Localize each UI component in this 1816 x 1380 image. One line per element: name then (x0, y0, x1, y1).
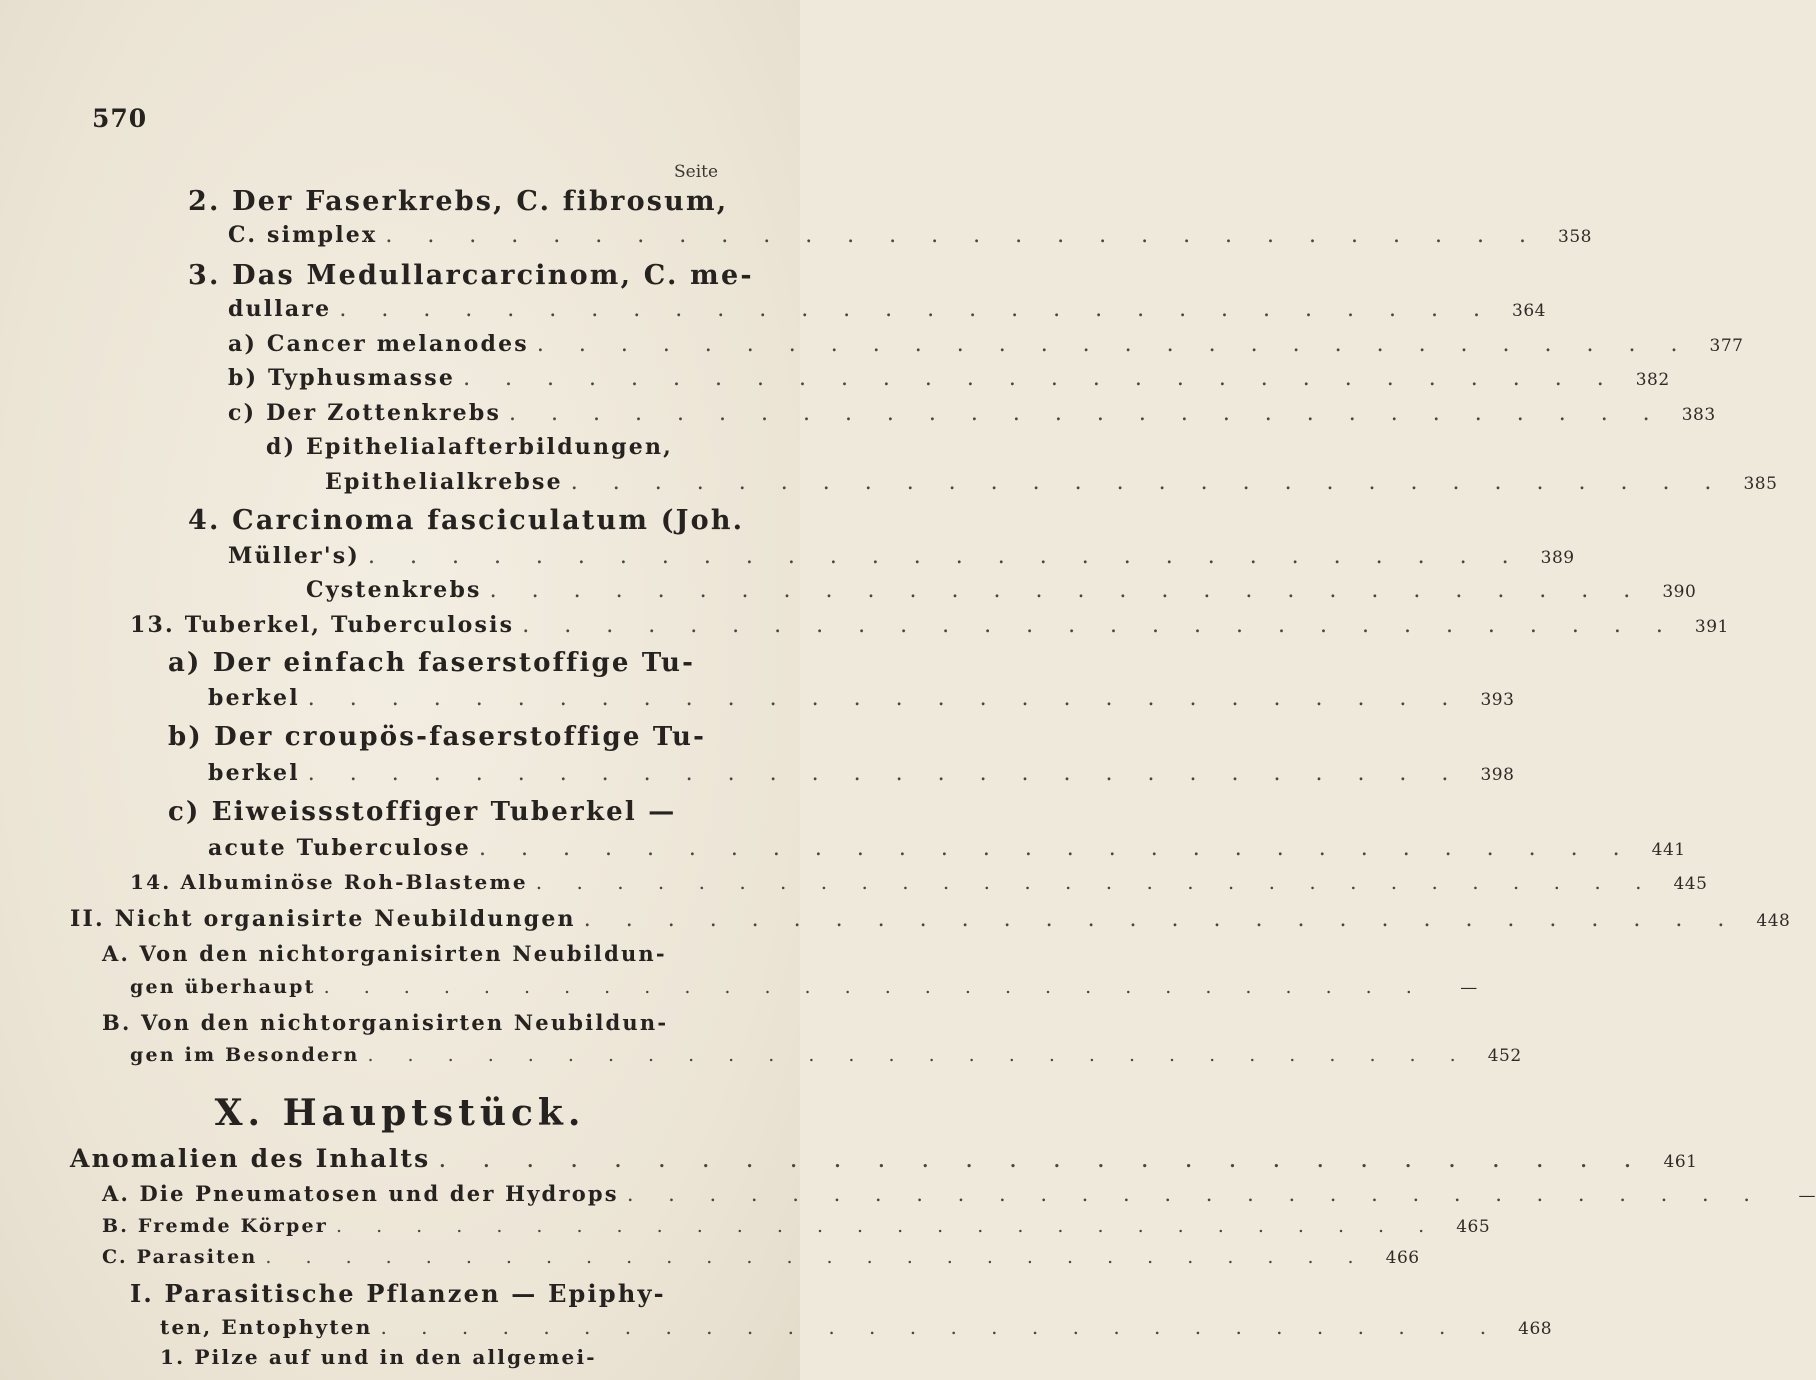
toc-entry-page: 465 (1456, 1217, 1491, 1237)
toc-entry-page: 445 (1673, 874, 1708, 894)
toc-entry-text: Müller's) (228, 543, 360, 569)
toc-entry (130, 1279, 714, 1309)
section-heading: X. Hauptstück. (214, 1092, 586, 1134)
toc-entry-page: 382 (1635, 370, 1670, 390)
toc-entry-page: 391 (1694, 617, 1729, 637)
leader-dots: . . . . . . . . . . . . . . . . . . . . . . . . . . . . (536, 332, 1692, 357)
toc-entry (306, 577, 1697, 607)
toc-entry-text: b) Der croupös-faserstoffige Tu- (168, 722, 707, 752)
toc-entry (130, 612, 1729, 642)
toc-entry-text: 3. Das Medullarcarcinom, C. me- (188, 260, 754, 291)
toc-entry (130, 1044, 1522, 1074)
toc-entry-text: c) Der Zottenkrebs (228, 400, 502, 426)
toc-entry-page: 398 (1480, 765, 1515, 785)
toc-entry-text: 13. Tuberkel, Tuberculosis (130, 612, 515, 638)
toc-entry (130, 870, 1708, 900)
toc-entry-text: gen im Besondern (130, 1044, 360, 1066)
toc-entry-text: ten, Entophyten (160, 1315, 373, 1339)
leader-dots: . . . . . . . . . . . . . . . . . . . . . . . . . . . . (385, 223, 1540, 248)
toc-entry-text: 1. Pilze auf und in den allgemei- (160, 1345, 597, 1369)
toc-entry (102, 1010, 714, 1040)
toc-entry-page: 389 (1540, 548, 1575, 568)
toc-entry-text: II. Nicht organisirte Neubildungen (70, 906, 576, 932)
toc-entry (228, 331, 1744, 361)
toc-entry (228, 400, 1716, 430)
toc-entry-text: acute Tuberculose (208, 835, 471, 861)
toc-entry (266, 434, 714, 464)
toc-entry-page: 466 (1385, 1248, 1420, 1268)
toc-entry-text: d) Epithelialafterbildungen, (266, 434, 674, 460)
toc-entry-text: 4. Carcinoma fasciculatum (Joh. (188, 505, 745, 536)
toc-entry (228, 543, 1575, 573)
toc-entry-page: 364 (1512, 301, 1546, 321)
toc-entry-text: A. Die Pneumatosen und der Hydrops (102, 1181, 619, 1206)
toc-entry-text: b) Typhusmasse (228, 365, 456, 391)
toc-entry-text: B. Von den nichtorganisirten Neubildun- (102, 1010, 669, 1035)
leader-dots: . . . . . . . . . . . . . . . . . . . . . . . . . . . . (307, 686, 1463, 711)
toc-entry-page: 358 (1558, 227, 1592, 247)
toc-entry-text: Anomalien des Inhalts (70, 1144, 431, 1173)
toc-entry (102, 1181, 1816, 1211)
toc-entry-page: 390 (1662, 582, 1697, 602)
leader-dots: . . . . . . . . . . . . . . . . . . . . . . . . . . . . (570, 470, 1726, 495)
leader-dots: . . . . . . . . . . . . . . . . . . . . . . . . . . . . (367, 1044, 1470, 1066)
leader-dots: . . . . . . . . . . . . . . . . . . . . . . . . . . . . (336, 1215, 1439, 1237)
toc-entry-text: a) Cancer melanodes (228, 331, 529, 357)
toc-entry-text: A. Von den nichtorganisirten Neubildun- (102, 941, 667, 966)
toc-entry (168, 648, 714, 678)
leader-dots: . . . . . . . . . . . . . . . . . . . . . . . . . . . . (380, 1315, 1501, 1339)
leader-dots: . . . . . . . . . . . . . . . . . . . . . . . . . . . . (489, 578, 1645, 603)
toc-entry-page: 393 (1480, 690, 1515, 710)
toc-entry (102, 1246, 1420, 1276)
toc-entry (168, 797, 714, 827)
leader-dots: . . . . . . . . . . . . . . . . . . . . . . . . . . . . (479, 836, 1634, 861)
toc-entry (160, 1345, 714, 1375)
toc-entry (228, 222, 1592, 252)
toc-entry-page: 385 (1743, 474, 1778, 494)
leader-dots: . . . . . . . . . . . . . . . . . . . . . . . . . . . . (626, 1182, 1764, 1206)
toc-entry (130, 976, 1478, 1006)
toc-entry (188, 186, 729, 217)
toc-entry-text: C. simplex (228, 222, 378, 248)
toc-entry (70, 1144, 1698, 1174)
toc-entry-text: C. Parasiten (102, 1246, 258, 1268)
toc-entry (168, 722, 714, 752)
leader-dots: . . . . . . . . . . . . . . . . . . . . . . . . . . . . (339, 297, 1494, 322)
toc-entry-text: Cystenkrebs (306, 577, 482, 603)
toc-entry-page: 468 (1518, 1319, 1553, 1339)
toc-entry (102, 1215, 1491, 1245)
toc-entry (228, 296, 1546, 326)
toc-entry-text: c) Eiweissstoffiger Tuberkel — (168, 797, 677, 827)
toc-entry (160, 1315, 1553, 1345)
leader-dots: . . . . . . . . . . . . . . . . . . . . . . . . . . . . (463, 366, 1618, 391)
toc-entry-text: gen überhaupt (130, 976, 316, 998)
toc-entry-text: berkel (208, 760, 300, 786)
toc-entry-text: dullare (228, 296, 332, 322)
toc-entry-page: 461 (1663, 1152, 1698, 1172)
leader-dots: . . . . . . . . . . . . . . . . . . . . . . . . . . . . (265, 1246, 1368, 1268)
toc-entry-text: Epithelialkrebse (325, 469, 563, 495)
leader-dots: . . . . . . . . . . . . . . . . . . . . . . . . . . . . (535, 870, 1656, 894)
toc-entry-page: — (1798, 1186, 1816, 1206)
toc-entry (188, 505, 745, 536)
toc-entry (188, 260, 754, 291)
leader-dots: . . . . . . . . . . . . . . . . . . . . . . . . . . . . (307, 761, 1463, 786)
toc-entry-page: 441 (1651, 840, 1686, 860)
leader-dots: . . . . . . . . . . . . . . . . . . . . . . . . . . . . (438, 1144, 1646, 1173)
toc-entry-page: 377 (1709, 336, 1744, 356)
toc-entry (228, 365, 1670, 395)
toc-entry (208, 685, 1515, 715)
page-number: 570 (92, 104, 148, 133)
toc-entry-text: berkel (208, 685, 300, 711)
toc-entry-page: — (1460, 978, 1478, 998)
toc-entry-text: B. Fremde Körper (102, 1215, 328, 1237)
leader-dots: . . . . . . . . . . . . . . . . . . . . . . . . . . . . (367, 544, 1523, 569)
toc-entry (70, 906, 1791, 936)
toc-entry-page: 448 (1756, 911, 1791, 931)
toc-entry-page: 452 (1487, 1046, 1522, 1066)
seite-column-label: Seite (674, 162, 719, 182)
leader-dots: . . . . . . . . . . . . . . . . . . . . . . . . . . . . (509, 401, 1664, 426)
toc-entry-text: 2. Der Faserkrebs, C. fibrosum, (188, 186, 729, 217)
toc-entry (208, 835, 1686, 865)
leader-dots: . . . . . . . . . . . . . . . . . . . . . . . . . . . . (583, 907, 1739, 932)
leader-dots: . . . . . . . . . . . . . . . . . . . . . . . . . . . . (522, 613, 1677, 638)
leader-dots: . . . . . . . . . . . . . . . . . . . . . . . . . . . . (323, 976, 1426, 998)
toc-entry-text: 14. Albuminöse Roh-Blasteme (130, 870, 528, 894)
toc-entry (208, 760, 1515, 790)
toc-entry (325, 469, 1778, 499)
toc-entry-text: I. Parasitische Pflanzen — Epiphy- (130, 1279, 666, 1308)
toc-entry-page: 383 (1681, 405, 1716, 425)
toc-entry-text: a) Der einfach faserstoffige Tu- (168, 648, 696, 678)
toc-entry (102, 941, 714, 971)
